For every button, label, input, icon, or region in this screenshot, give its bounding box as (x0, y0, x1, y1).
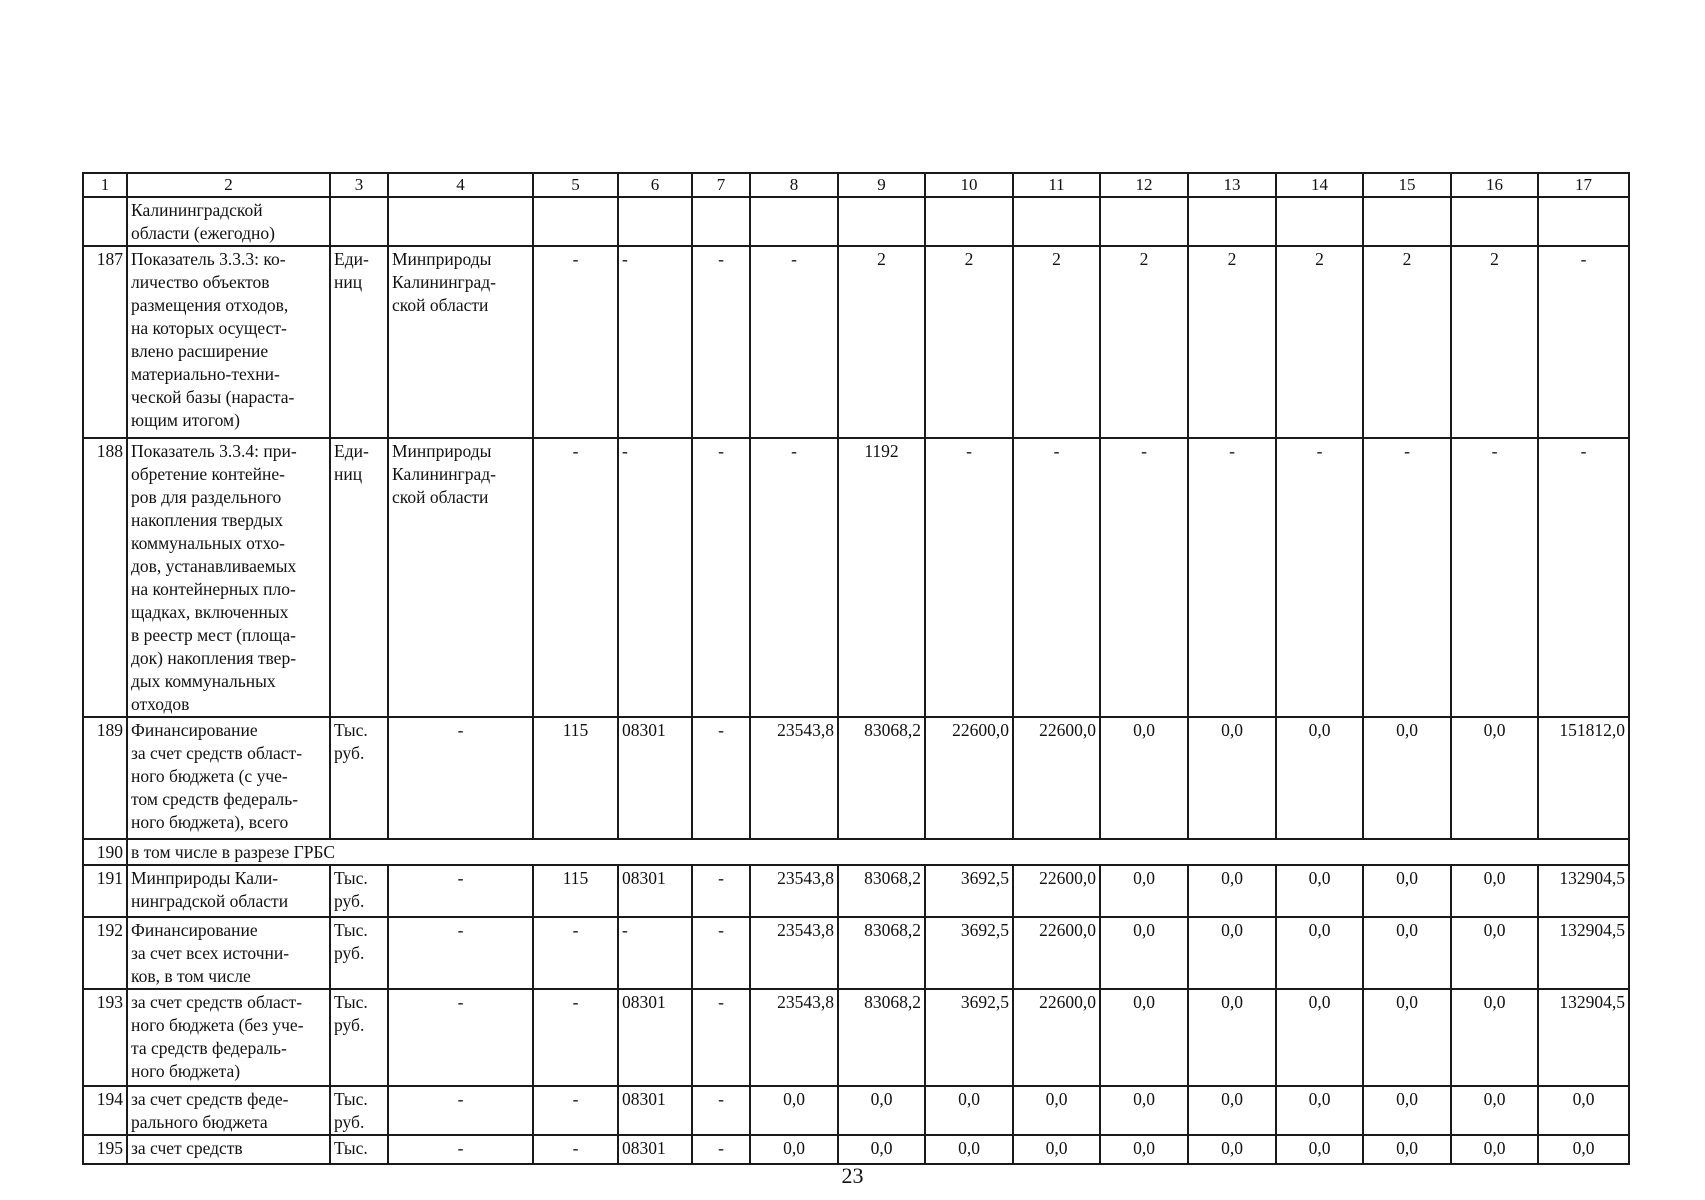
table-row (83, 1086, 1629, 1135)
value-cell-col-15: - (1363, 438, 1451, 717)
column-header-11: 11 (1013, 173, 1100, 197)
row-number (83, 197, 127, 246)
value-cell-col-11: 22600,0 (1013, 989, 1100, 1086)
value-cell-col-16: 2 (1451, 246, 1538, 438)
value-cell-col-16 (1451, 197, 1538, 246)
value-cell-col-14: 0,0 (1276, 989, 1363, 1086)
value-cell-col-17: 0,0 (1538, 1135, 1629, 1164)
value-cell-col-9: 0,0 (838, 1086, 925, 1135)
indicator-name: Финансирование за счет средств област- ного бюджета (с уче- том средств федераль- ного бюджета), всего (127, 717, 330, 839)
table-row (83, 917, 1629, 989)
table-row (83, 865, 1629, 917)
indicator-name: Калининградской области (ежегодно) (127, 197, 330, 246)
value-cell-col-15: 0,0 (1363, 865, 1451, 917)
value-cell-col-13: 0,0 (1188, 717, 1276, 839)
value-cell-col-14: 2 (1276, 246, 1363, 438)
table-row (83, 989, 1629, 1086)
table-row (83, 246, 1629, 438)
value-cell-col-6: - (618, 438, 692, 717)
indicator-name: Показатель 3.3.4: при- обретение контейне- ров для раздельного накопления твердых коммунальных отхо- дов, устанавливаемых на контейнерных пло- щадках, включенных в реестр мест (площа- док) накопления твер- дых коммунальных отходов (127, 438, 330, 717)
value-cell-col-8: - (750, 438, 838, 717)
column-header-10: 10 (925, 173, 1013, 197)
value-cell-col-14: 0,0 (1276, 865, 1363, 917)
value-cell-col-10: 3692,5 (925, 865, 1013, 917)
value-cell-col-15: 0,0 (1363, 1086, 1451, 1135)
column-header-13: 13 (1188, 173, 1276, 197)
value-cell-col-9: 2 (838, 246, 925, 438)
value-cell-col-13: 0,0 (1188, 1086, 1276, 1135)
column-header-8: 8 (750, 173, 838, 197)
document-sheet (82, 172, 1628, 1165)
value-cell-col-8: 0,0 (750, 1135, 838, 1164)
indicator-name: Финансирование за счет всех источни- ков, в том числе (127, 917, 330, 989)
value-cell-col-9: 83068,2 (838, 917, 925, 989)
responsible-cell: - (388, 989, 533, 1086)
value-cell-col-11: 2 (1013, 246, 1100, 438)
value-cell-col-8: - (750, 246, 838, 438)
row-number: 193 (83, 989, 127, 1086)
column-header-3: 3 (330, 173, 388, 197)
column-header-4: 4 (388, 173, 533, 197)
responsible-cell: - (388, 1086, 533, 1135)
value-cell-col-11: 22600,0 (1013, 717, 1100, 839)
value-cell-col-9: 83068,2 (838, 865, 925, 917)
table-body (83, 173, 1629, 1164)
value-cell-col-10: 0,0 (925, 1135, 1013, 1164)
value-cell-col-14: 0,0 (1276, 917, 1363, 989)
value-cell-col-11: - (1013, 438, 1100, 717)
value-cell-col-8: 23543,8 (750, 989, 838, 1086)
value-cell-col-7: - (692, 1086, 750, 1135)
value-cell-col-16: 0,0 (1451, 1135, 1538, 1164)
value-cell-col-11: 0,0 (1013, 1135, 1100, 1164)
table-row (83, 839, 1629, 865)
value-cell-col-15: 2 (1363, 246, 1451, 438)
value-cell-col-17: 151812,0 (1538, 717, 1629, 839)
column-header-7: 7 (692, 173, 750, 197)
value-cell-col-12: 0,0 (1100, 917, 1188, 989)
value-cell-col-14: 0,0 (1276, 717, 1363, 839)
section-label: в том числе в разрезе ГРБС (127, 839, 1629, 865)
column-header-15: 15 (1363, 173, 1451, 197)
table-row (83, 438, 1629, 717)
value-cell-col-13: 0,0 (1188, 917, 1276, 989)
indicator-name: за счет средств феде- рального бюджета (127, 1086, 330, 1135)
value-cell-col-15: 0,0 (1363, 989, 1451, 1086)
value-cell-col-5: - (533, 1135, 618, 1164)
value-cell-col-11: 22600,0 (1013, 865, 1100, 917)
value-cell-col-17: - (1538, 246, 1629, 438)
unit-cell: Тыс. руб. (330, 865, 388, 917)
value-cell-col-13: 0,0 (1188, 1135, 1276, 1164)
row-number: 189 (83, 717, 127, 839)
value-cell-col-8: 23543,8 (750, 917, 838, 989)
value-cell-col-6: 08301 (618, 1086, 692, 1135)
value-cell-col-14: 0,0 (1276, 1135, 1363, 1164)
value-cell-col-7: - (692, 917, 750, 989)
value-cell-col-13: 0,0 (1188, 989, 1276, 1086)
value-cell-col-10: 2 (925, 246, 1013, 438)
indicator-name: Показатель 3.3.3: ко- личество объектов размещения отходов, на которых осущест- влено расширение материально-техни- ческой базы (нараста- ющим итогом) (127, 246, 330, 438)
column-header-1: 1 (83, 173, 127, 197)
column-header-14: 14 (1276, 173, 1363, 197)
value-cell-col-6: 08301 (618, 989, 692, 1086)
value-cell-col-7: - (692, 1135, 750, 1164)
column-header-9: 9 (838, 173, 925, 197)
table-row (83, 197, 1629, 246)
value-cell-col-17: 132904,5 (1538, 917, 1629, 989)
value-cell-col-5: - (533, 246, 618, 438)
value-cell-col-12: 0,0 (1100, 1086, 1188, 1135)
row-number: 192 (83, 917, 127, 989)
value-cell-col-6 (618, 197, 692, 246)
value-cell-col-7 (692, 197, 750, 246)
column-header-2: 2 (127, 173, 330, 197)
value-cell-col-10: 3692,5 (925, 917, 1013, 989)
unit-cell: Тыс. (330, 1135, 388, 1164)
row-number: 195 (83, 1135, 127, 1164)
unit-cell: Еди- ниц (330, 438, 388, 717)
value-cell-col-7: - (692, 989, 750, 1086)
value-cell-col-16: 0,0 (1451, 989, 1538, 1086)
responsible-cell: - (388, 917, 533, 989)
value-cell-col-9: 83068,2 (838, 989, 925, 1086)
row-number: 187 (83, 246, 127, 438)
value-cell-col-13 (1188, 197, 1276, 246)
page-number: 23 (841, 1163, 864, 1188)
unit-cell: Тыс. руб. (330, 717, 388, 839)
value-cell-col-11 (1013, 197, 1100, 246)
unit-cell: Тыс. руб. (330, 917, 388, 989)
column-header-5: 5 (533, 173, 618, 197)
value-cell-col-7: - (692, 865, 750, 917)
value-cell-col-16: 0,0 (1451, 917, 1538, 989)
value-cell-col-5 (533, 197, 618, 246)
value-cell-col-14: 0,0 (1276, 1086, 1363, 1135)
value-cell-col-11: 22600,0 (1013, 917, 1100, 989)
unit-cell: Тыс. руб. (330, 989, 388, 1086)
value-cell-col-17: 132904,5 (1538, 865, 1629, 917)
value-cell-col-9: 83068,2 (838, 717, 925, 839)
value-cell-col-14 (1276, 197, 1363, 246)
value-cell-col-7: - (692, 438, 750, 717)
value-cell-col-5: - (533, 438, 618, 717)
value-cell-col-7: - (692, 246, 750, 438)
column-header-16: 16 (1451, 173, 1538, 197)
value-cell-col-5: - (533, 1086, 618, 1135)
value-cell-col-5: 115 (533, 865, 618, 917)
value-cell-col-13: 2 (1188, 246, 1276, 438)
value-cell-col-12: - (1100, 438, 1188, 717)
column-header-17: 17 (1538, 173, 1629, 197)
value-cell-col-14: - (1276, 438, 1363, 717)
value-cell-col-13: - (1188, 438, 1276, 717)
value-cell-col-6: 08301 (618, 865, 692, 917)
responsible-cell (388, 197, 533, 246)
value-cell-col-9 (838, 197, 925, 246)
value-cell-col-10: 3692,5 (925, 989, 1013, 1086)
value-cell-col-9: 0,0 (838, 1135, 925, 1164)
unit-cell: Тыс. руб. (330, 1086, 388, 1135)
indicator-name: за счет средств (127, 1135, 330, 1164)
value-cell-col-12: 2 (1100, 246, 1188, 438)
unit-cell (330, 197, 388, 246)
responsible-cell: Минприроды Калининград- ской области (388, 438, 533, 717)
indicator-name: Минприроды Кали- нинградской области (127, 865, 330, 917)
value-cell-col-6: 08301 (618, 1135, 692, 1164)
value-cell-col-6: - (618, 246, 692, 438)
value-cell-col-10: 0,0 (925, 1086, 1013, 1135)
value-cell-col-17: 132904,5 (1538, 989, 1629, 1086)
value-cell-col-8 (750, 197, 838, 246)
value-cell-col-5: 115 (533, 717, 618, 839)
value-cell-col-12: 0,0 (1100, 865, 1188, 917)
responsible-cell: - (388, 717, 533, 839)
responsible-cell: - (388, 865, 533, 917)
value-cell-col-12 (1100, 197, 1188, 246)
header-row (83, 173, 1629, 197)
value-cell-col-13: 0,0 (1188, 865, 1276, 917)
value-cell-col-16: 0,0 (1451, 717, 1538, 839)
value-cell-col-8: 23543,8 (750, 717, 838, 839)
row-number: 191 (83, 865, 127, 917)
value-cell-col-8: 0,0 (750, 1086, 838, 1135)
value-cell-col-7: - (692, 717, 750, 839)
value-cell-col-17 (1538, 197, 1629, 246)
table-row (83, 717, 1629, 839)
value-cell-col-16: 0,0 (1451, 1086, 1538, 1135)
data-table (82, 172, 1630, 1165)
value-cell-col-9: 1192 (838, 438, 925, 717)
value-cell-col-16: - (1451, 438, 1538, 717)
value-cell-col-17: - (1538, 438, 1629, 717)
value-cell-col-17: 0,0 (1538, 1086, 1629, 1135)
unit-cell: Еди- ниц (330, 246, 388, 438)
value-cell-col-15: 0,0 (1363, 917, 1451, 989)
value-cell-col-10 (925, 197, 1013, 246)
value-cell-col-6: - (618, 917, 692, 989)
indicator-name: за счет средств област- ного бюджета (без уче- та средств федераль- ного бюджета) (127, 989, 330, 1086)
value-cell-col-10: 22600,0 (925, 717, 1013, 839)
value-cell-col-15: 0,0 (1363, 1135, 1451, 1164)
value-cell-col-8: 23543,8 (750, 865, 838, 917)
value-cell-col-16: 0,0 (1451, 865, 1538, 917)
row-number: 190 (83, 839, 127, 865)
table-row (83, 1135, 1629, 1164)
value-cell-col-10: - (925, 438, 1013, 717)
column-header-12: 12 (1100, 173, 1188, 197)
column-header-6: 6 (618, 173, 692, 197)
responsible-cell: - (388, 1135, 533, 1164)
value-cell-col-6: 08301 (618, 717, 692, 839)
value-cell-col-12: 0,0 (1100, 989, 1188, 1086)
value-cell-col-12: 0,0 (1100, 1135, 1188, 1164)
value-cell-col-12: 0,0 (1100, 717, 1188, 839)
value-cell-col-5: - (533, 917, 618, 989)
value-cell-col-15 (1363, 197, 1451, 246)
value-cell-col-5: - (533, 989, 618, 1086)
row-number: 194 (83, 1086, 127, 1135)
value-cell-col-15: 0,0 (1363, 717, 1451, 839)
responsible-cell: Минприроды Калининград- ской области (388, 246, 533, 438)
row-number: 188 (83, 438, 127, 717)
value-cell-col-11: 0,0 (1013, 1086, 1100, 1135)
